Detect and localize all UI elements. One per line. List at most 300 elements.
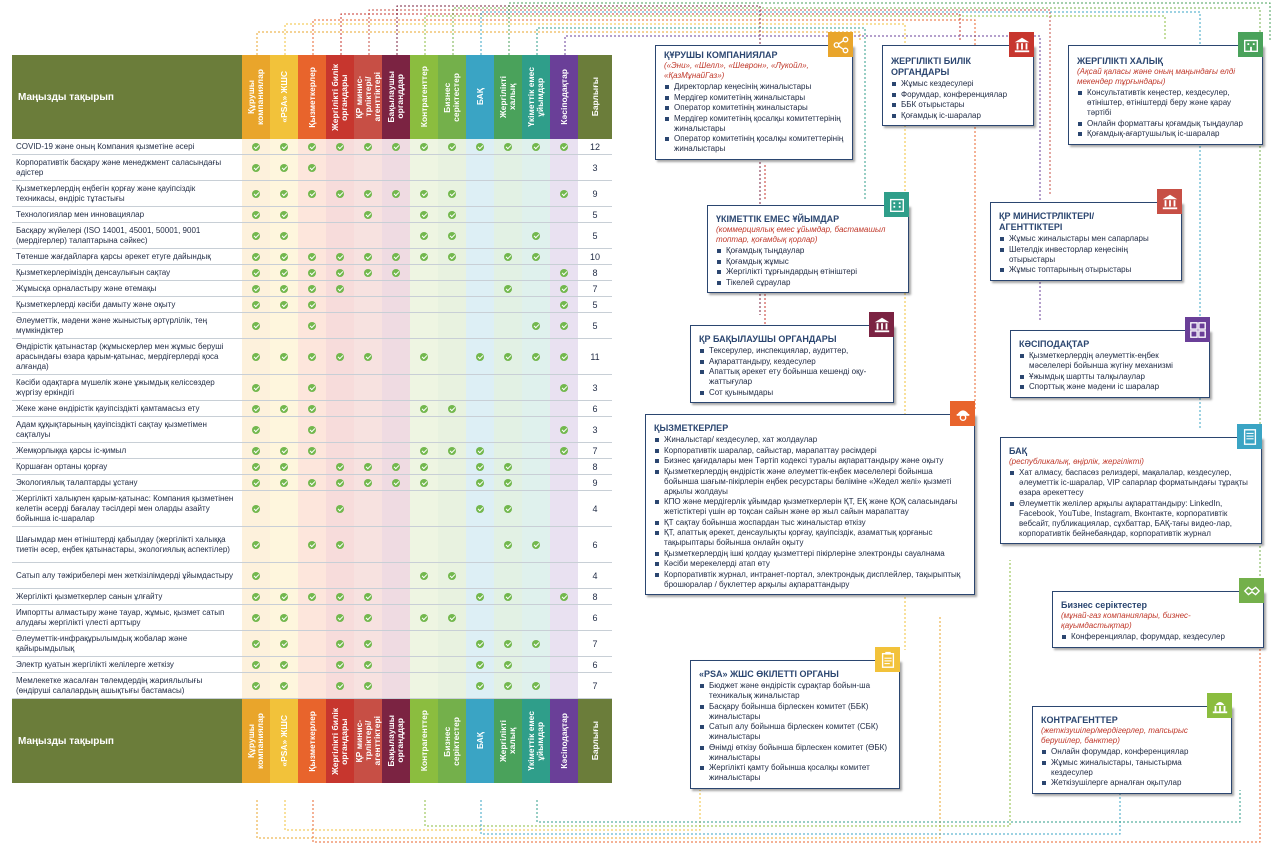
- matrix-cell: [466, 443, 494, 458]
- box-item: Қоғамдық жұмыс: [716, 257, 900, 267]
- matrix-cell: [410, 207, 438, 222]
- matrix-cell: [382, 339, 410, 374]
- check-icon: [476, 593, 484, 601]
- table-row: [12, 459, 612, 475]
- row-total: 8: [592, 591, 598, 602]
- check-icon: [336, 353, 344, 361]
- matrix-cell: [550, 313, 578, 338]
- matrix-cell: [466, 589, 494, 604]
- column-header-label: Жергілікті халық: [498, 75, 517, 119]
- matrix-cell: [550, 281, 578, 296]
- matrix-cell: [466, 527, 494, 562]
- box-item: Жергілікті қамту бойынша қосалқы комитет жиналыстары: [699, 763, 891, 783]
- check-icon: [336, 143, 344, 151]
- box-items: [999, 234, 1173, 275]
- matrix-cell: [298, 459, 326, 474]
- matrix-cell: [326, 459, 354, 474]
- box-title: ҚР МИНИСТРЛІКТЕРІ/ АГЕНТТІКТЕРІ: [999, 211, 1095, 232]
- matrix-cell: [522, 181, 550, 206]
- table-row: [12, 207, 612, 223]
- matrix-cell: [298, 589, 326, 604]
- matrix-cell: [494, 589, 522, 604]
- matrix-cell: [326, 249, 354, 264]
- box-item: Мердігер комитетінің жиналыстары: [664, 93, 844, 103]
- matrix-cell: [494, 631, 522, 656]
- check-icon: [476, 640, 484, 648]
- check-icon: [336, 190, 344, 198]
- matrix-cell: [354, 443, 382, 458]
- table-row: [12, 589, 612, 605]
- matrix-cell: [382, 527, 410, 562]
- matrix-cell: [242, 417, 270, 442]
- matrix-cell: [242, 673, 270, 698]
- matrix-cell: [410, 297, 438, 312]
- table-row: [12, 265, 612, 281]
- matrix-cell: [326, 139, 354, 154]
- matrix-cell: [382, 631, 410, 656]
- matrix-cell: [410, 401, 438, 416]
- matrix-cell: [410, 443, 438, 458]
- matrix-cell: [326, 375, 354, 400]
- check-icon: [392, 253, 400, 261]
- matrix-cell: [354, 313, 382, 338]
- check-icon: [560, 190, 568, 198]
- matrix-cell: [270, 657, 298, 672]
- matrix-cell: [242, 443, 270, 458]
- check-icon: [420, 447, 428, 455]
- box-item: Форумдар, конференциялар: [891, 90, 1025, 100]
- box-item: Сатып алу бойынша бірлескен комитет (СБК) жиналыстары: [699, 722, 891, 742]
- check-icon: [448, 211, 456, 219]
- matrix-cell: [494, 443, 522, 458]
- box-item: Апаттық әрекет ету бойынша кешенді оқу-жаттығулар: [699, 367, 885, 387]
- check-icon: [364, 593, 372, 601]
- matrix-cell: [438, 339, 466, 374]
- matrix-cell: [550, 339, 578, 374]
- matrix-cell: [354, 657, 382, 672]
- matrix-cell: [326, 181, 354, 206]
- check-icon: [308, 426, 316, 434]
- matrix-cell: [354, 475, 382, 490]
- matrix-cell: [410, 155, 438, 180]
- table-row: [12, 155, 612, 181]
- matrix-cell: [410, 527, 438, 562]
- row-total: 7: [592, 680, 598, 691]
- table-row: [12, 297, 612, 313]
- matrix-cell: [242, 589, 270, 604]
- matrix-cell: [242, 631, 270, 656]
- check-icon: [392, 269, 400, 277]
- row-topic: Мемлекетке жасалған төлемдердің жариялылығы (өндіруші салалардың ашықтығы бастамасы): [16, 675, 203, 695]
- matrix-cell: [270, 459, 298, 474]
- check-icon: [308, 190, 316, 198]
- check-icon: [560, 143, 568, 151]
- table-row: [12, 605, 612, 631]
- matrix-cell: [438, 155, 466, 180]
- matrix-cell: [410, 475, 438, 490]
- column-header: [410, 55, 438, 139]
- matrix-cell: [494, 475, 522, 490]
- box-item: Мердігер комитетінің қосалқы комитеттерінің жиналыстары: [664, 114, 844, 134]
- check-icon: [364, 682, 372, 690]
- check-icon: [308, 285, 316, 293]
- column-header: [298, 699, 326, 783]
- column-header-label: Қызметкерлер: [306, 710, 317, 772]
- check-icon: [504, 143, 512, 151]
- check-icon: [532, 682, 540, 690]
- matrix-cell: [326, 339, 354, 374]
- column-header: [326, 699, 354, 783]
- matrix-cell: [242, 605, 270, 630]
- box-title: КӘСІПОДАҚТАР: [1019, 339, 1090, 349]
- matrix-cell: [242, 249, 270, 264]
- check-icon: [336, 479, 344, 487]
- box-item: Тексерулер, инспекциялар, аудиттер,: [699, 346, 885, 356]
- matrix-cell: [550, 605, 578, 630]
- matrix-cell: [438, 443, 466, 458]
- matrix-cell: [354, 223, 382, 248]
- matrix-cell: [354, 491, 382, 526]
- matrix-cell: [494, 297, 522, 312]
- box-item: Жергілікті тұрғындардың өтініштері: [716, 267, 900, 277]
- check-icon: [476, 143, 484, 151]
- check-icon: [280, 593, 288, 601]
- box-item: Хат алмасу, баспасөз релиздері, мақалалар, кездесулер, әлеуметтік іс-шаралар, VIP сапарлар форматындағы тұрақты өзара әрекеттесу: [1009, 468, 1253, 498]
- matrix-cell: [382, 673, 410, 698]
- row-topic: Экологиялық талаптарды ұстану: [16, 477, 138, 487]
- box-subtitle: («Эни», «Шелл», «Шеврон», «Лукойл», «ҚазМұнайГаз»): [664, 61, 809, 80]
- matrix-cell: [382, 281, 410, 296]
- check-icon: [504, 640, 512, 648]
- city-icon: [1238, 32, 1263, 57]
- row-total: 6: [592, 403, 598, 414]
- matrix-cell: [494, 673, 522, 698]
- matrix-cell: [410, 139, 438, 154]
- matrix-cell: [242, 281, 270, 296]
- column-header: [550, 55, 578, 139]
- check-icon: [476, 353, 484, 361]
- check-icon: [308, 405, 316, 413]
- check-icon: [252, 479, 260, 487]
- check-icon: [280, 661, 288, 669]
- box-item: Оператор комитетінің қосалқы комитеттерінің жиналыстары: [664, 134, 844, 154]
- matrix-cell: [494, 563, 522, 588]
- matrix-cell: [326, 657, 354, 672]
- row-topic: Қоршаған ортаны қорғау: [16, 461, 108, 471]
- row-topic: Шағымдар мен өтініштерді қабылдау (жергілікті халыққа тиетін әсер, еңбек қатынастары, экологиялық аспектілер): [16, 534, 230, 554]
- matrix-cell: [494, 181, 522, 206]
- row-topic: Адам құқықтарының қауіпсіздікті сақтау қызметімен сақталуы: [16, 419, 207, 439]
- matrix-cell: [438, 475, 466, 490]
- box-item: Қызметкерлердің ішкі қолдау қызметтері пікірлеріне электронды сауалнама: [654, 549, 966, 559]
- box-unions: [1010, 330, 1210, 398]
- box-title: ЖЕРГІЛІКТІ БИЛІК ОРГАНДАРЫ: [891, 56, 972, 77]
- box-media: [1000, 437, 1262, 544]
- matrix-cell: [298, 281, 326, 296]
- column-header-label: Контрагенттер: [418, 710, 429, 772]
- column-header-label: Жергілікті халық: [498, 719, 517, 763]
- matrix-cell: [242, 265, 270, 280]
- matrix-cell: [382, 657, 410, 672]
- table-row: [12, 281, 612, 297]
- box-subtitle: (коммерциялық емес ұйымдар, бастамашыл топтар, қоғамдық қорлар): [716, 225, 886, 244]
- check-icon: [336, 541, 344, 549]
- check-icon: [280, 614, 288, 622]
- column-header-label: Контрагенттер: [418, 66, 429, 128]
- matrix-cell: [270, 297, 298, 312]
- matrix-cell: [466, 631, 494, 656]
- check-icon: [252, 353, 260, 361]
- matrix-cell: [354, 249, 382, 264]
- column-header-label: «PSA» ЖШС: [278, 71, 289, 123]
- row-total: 8: [592, 267, 598, 278]
- box-title: КОНТРАГЕНТТЕР: [1041, 715, 1118, 725]
- matrix-cell: [354, 339, 382, 374]
- check-icon: [560, 322, 568, 330]
- box-item: Сот қуынымдары: [699, 388, 885, 398]
- matrix-cell: [410, 249, 438, 264]
- matrix-cell: [438, 207, 466, 222]
- matrix-cell: [522, 417, 550, 442]
- matrix-cell: [438, 401, 466, 416]
- row-topic: Өндірістік қатынастар (жұмыскерлер мен жұмыс беруші арасындағы өзара қарым-қатынас, мердігерлерді қоса алғанда): [16, 341, 224, 371]
- matrix-cell: [354, 139, 382, 154]
- check-icon: [252, 614, 260, 622]
- check-icon: [252, 143, 260, 151]
- matrix-cell: [410, 657, 438, 672]
- check-icon: [560, 301, 568, 309]
- row-topic: Кәсіби одақтарға мүшелік және ұжымдық келіссөздер жүргізу еркіндігі: [16, 377, 215, 397]
- matrix-cell: [270, 181, 298, 206]
- matrix-rows: [12, 139, 612, 699]
- matrix-cell: [298, 313, 326, 338]
- matrix-cell: [382, 155, 410, 180]
- check-icon: [336, 614, 344, 622]
- check-icon: [252, 164, 260, 172]
- matrix-cell: [298, 375, 326, 400]
- matrix-cell: [382, 223, 410, 248]
- row-total: 9: [592, 477, 598, 488]
- check-icon: [504, 253, 512, 261]
- matrix-cell: [270, 491, 298, 526]
- box-item: Тікелей сұраулар: [716, 278, 900, 288]
- check-icon: [280, 269, 288, 277]
- matrix-cell: [382, 181, 410, 206]
- box-item: Қызметкерлердің әлеуметтік-еңбек мәселелері бойынша жүгіну механизмі: [1019, 351, 1201, 371]
- matrix-cell: [438, 589, 466, 604]
- box-title: ҮКІМЕТТІК ЕМЕС ҰЙЫМДАР: [716, 214, 840, 224]
- check-icon: [420, 405, 428, 413]
- check-icon: [560, 353, 568, 361]
- row-total: 3: [592, 382, 598, 393]
- handshake-grid-icon: [1185, 317, 1210, 342]
- matrix-cell: [242, 563, 270, 588]
- matrix-cell: [438, 459, 466, 474]
- matrix-cell: [494, 139, 522, 154]
- row-total: 3: [592, 162, 598, 173]
- matrix-cell: [242, 475, 270, 490]
- column-header-label: БАҚ: [474, 88, 485, 106]
- matrix-cell: [466, 139, 494, 154]
- column-header-label: «PSA» ЖШС: [278, 715, 289, 767]
- matrix-cell: [326, 475, 354, 490]
- matrix-cell: [438, 223, 466, 248]
- table-row: [12, 443, 612, 459]
- matrix-cell: [522, 207, 550, 222]
- box-title: Бизнес серіктестер: [1061, 600, 1148, 610]
- check-icon: [532, 353, 540, 361]
- check-icon: [420, 353, 428, 361]
- matrix-cell: [466, 605, 494, 630]
- check-icon: [280, 211, 288, 219]
- check-icon: [504, 479, 512, 487]
- box-item: КПО және мердігерлік ұйымдар қызметкерлерін ҚТ, ЕҚ және ҚОҚ саласындағы жетістіктері үшін әр тоқсан сайын және әр жыл сайын марапаттау: [654, 497, 966, 517]
- matrix-cell: [326, 563, 354, 588]
- matrix-cell: [326, 297, 354, 312]
- row-total: 7: [592, 445, 598, 456]
- matrix-cell: [270, 475, 298, 490]
- check-icon: [252, 505, 260, 513]
- matrix-cell: [298, 631, 326, 656]
- table-row: [12, 139, 612, 155]
- column-header-label: Бақылаушы органддар: [386, 715, 405, 767]
- row-topic: Жұмысқа орналастыру және өтемақы: [16, 283, 157, 293]
- share-icon: [828, 32, 853, 57]
- check-icon: [252, 593, 260, 601]
- check-icon: [252, 269, 260, 277]
- courthouse-icon: [869, 312, 894, 337]
- matrix-cell: [354, 265, 382, 280]
- column-header-label: Үкіметтік емес ұйымдар: [526, 711, 545, 771]
- column-header: [270, 699, 298, 783]
- matrix-cell: [354, 181, 382, 206]
- check-icon: [308, 322, 316, 330]
- check-icon: [420, 572, 428, 580]
- matrix-cell: [522, 139, 550, 154]
- column-header-label: Құрушы компаниялар: [246, 68, 265, 125]
- check-icon: [560, 269, 568, 277]
- matrix-cell: [494, 657, 522, 672]
- box-title: ҚҰРУШЫ КОМПАНИЯЛАР: [664, 50, 778, 60]
- table-row: [12, 223, 612, 249]
- matrix-cell: [242, 313, 270, 338]
- table-row: [12, 475, 612, 491]
- column-header-label: Кәсіподақтар: [558, 713, 569, 769]
- check-icon: [336, 593, 344, 601]
- check-icon: [392, 479, 400, 487]
- matrix-cell: [270, 313, 298, 338]
- matrix-cell: [466, 673, 494, 698]
- check-icon: [252, 405, 260, 413]
- row-topic: Электр қуатын жергілікті желілерге жеткізу: [16, 659, 174, 669]
- row-topic: Импортты алмастыру және тауар, жұмыс, қызмет сатып алудағы жергілікті үлесті арттыру: [16, 607, 225, 627]
- matrix-cell: [522, 673, 550, 698]
- box-items: [664, 82, 844, 154]
- matrix-cell: [270, 223, 298, 248]
- matrix-cell: [382, 605, 410, 630]
- check-icon: [280, 232, 288, 240]
- check-icon: [252, 463, 260, 471]
- row-topic: Қызметкерлерді кәсіби дамыту және оқыту: [16, 299, 176, 309]
- check-icon: [560, 447, 568, 455]
- matrix-cell: [522, 631, 550, 656]
- box-subtitle: (мұнай-газ компаниялары, бизнес-қауымдастықтар): [1061, 611, 1191, 630]
- matrix-cell: [550, 223, 578, 248]
- matrix-cell: [270, 265, 298, 280]
- matrix-cell: [354, 417, 382, 442]
- box-ngo: [707, 205, 909, 293]
- matrix-cell: [242, 223, 270, 248]
- matrix-cell: [410, 417, 438, 442]
- matrix-cell: [270, 563, 298, 588]
- matrix-cell: [466, 657, 494, 672]
- check-icon: [308, 301, 316, 309]
- check-icon: [280, 301, 288, 309]
- check-icon: [308, 479, 316, 487]
- check-icon: [504, 682, 512, 690]
- check-icon: [532, 541, 540, 549]
- check-icon: [252, 285, 260, 293]
- matrix-cell: [410, 491, 438, 526]
- matrix-cell: [298, 155, 326, 180]
- check-icon: [252, 661, 260, 669]
- row-topic: Корпоративтік басқару және менеджмент саласындағы әдістер: [16, 157, 222, 177]
- matrix-cell: [298, 139, 326, 154]
- table-row: [12, 631, 612, 657]
- matrix-cell: [298, 207, 326, 222]
- check-icon: [532, 253, 540, 261]
- box-items: [654, 435, 966, 590]
- matrix-cell: [550, 375, 578, 400]
- box-item: Корпоративтік шаралар, сайыстар, марапаттау рәсімдері: [654, 446, 966, 456]
- column-header: [438, 55, 466, 139]
- box-item: Онлайн форматтағы қоғамдық тыңдаулар: [1077, 119, 1254, 129]
- matrix-cell: [522, 491, 550, 526]
- matrix-cell: [410, 265, 438, 280]
- matrix-cell: [270, 417, 298, 442]
- box-subtitle: (республикалық, өңірлік, жергілікті): [1009, 457, 1144, 466]
- matrix-cell: [298, 491, 326, 526]
- matrix-cell: [382, 459, 410, 474]
- matrix-cell: [270, 339, 298, 374]
- matrix-cell: [382, 491, 410, 526]
- matrix-cell: [550, 401, 578, 416]
- row-total: 7: [592, 638, 598, 649]
- row-topic: Төтенше жағдайларға қарсы әрекет етуге дайындық: [16, 251, 211, 261]
- matrix-cell: [270, 443, 298, 458]
- box-item: Ақпараттандыру, кездесулер: [699, 357, 885, 367]
- check-icon: [252, 682, 260, 690]
- row-topic: Жергілікті қызметкерлер санын ұлғайту: [16, 591, 163, 601]
- check-icon: [420, 190, 428, 198]
- box-item: Корпоративтік журнал, интранет-портал, электрондық дисплейлер, тақырыптық брошюралар / буклеттер арқылы ақпараттандыру: [654, 570, 966, 590]
- check-icon: [532, 640, 540, 648]
- matrix-cell: [466, 475, 494, 490]
- matrix-cell: [354, 297, 382, 312]
- check-icon: [308, 164, 316, 172]
- clipboard-icon: [875, 647, 900, 672]
- total-header: [578, 699, 612, 783]
- matrix-cell: [354, 401, 382, 416]
- check-icon: [280, 285, 288, 293]
- check-icon: [252, 541, 260, 549]
- row-topic: Технологиялар мен инновациялар: [16, 209, 145, 219]
- worker-helmet-icon: [950, 401, 975, 426]
- matrix-cell: [270, 375, 298, 400]
- box-items: [699, 681, 891, 783]
- matrix-cell: [410, 313, 438, 338]
- office-icon: [884, 192, 909, 217]
